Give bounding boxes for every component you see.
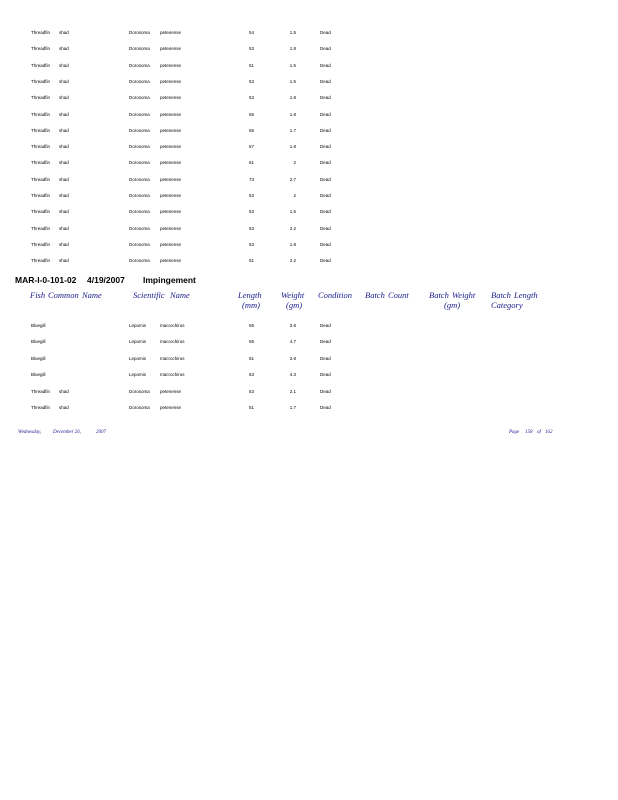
common-name-2: shad <box>59 95 69 101</box>
table-row <box>0 28 618 38</box>
table-row <box>0 207 618 217</box>
condition-value: Dead <box>320 193 331 198</box>
condition-value: Dead <box>320 258 331 264</box>
table-row <box>0 175 618 185</box>
genus: Dorosoma <box>129 127 150 133</box>
species: petenense <box>160 30 182 35</box>
species: petenense <box>160 176 182 182</box>
common-name-2: shad <box>59 111 69 117</box>
common-name-2: shad <box>59 258 69 264</box>
length-value: 53 <box>248 241 254 247</box>
genus: Dorosoma <box>129 62 150 68</box>
table-row <box>0 44 618 54</box>
common-name-2: shad <box>59 78 69 84</box>
table-row <box>0 321 618 331</box>
condition-value: Dead <box>320 46 331 52</box>
common-name-2: shad <box>59 193 69 198</box>
sample-type: Impingement <box>143 275 196 285</box>
genus: Lepomis <box>129 372 147 378</box>
genus: Dorosoma <box>129 225 150 231</box>
condition-value: Dead <box>320 225 331 231</box>
common-name: Threadfin <box>31 176 51 182</box>
common-name-2: shad <box>59 241 69 247</box>
genus: Dorosoma <box>129 193 150 198</box>
weight-value: 1.7 <box>289 405 296 410</box>
common-name: Threadfin <box>31 405 51 410</box>
genus: Dorosoma <box>129 160 150 166</box>
common-name: Threadfin <box>31 225 51 231</box>
common-name: Threadfin <box>31 241 51 247</box>
length-value: 53 <box>248 225 254 231</box>
condition-value: Dead <box>320 127 331 133</box>
weight-value: 4.3 <box>289 372 296 378</box>
common-name-2: shad <box>59 405 69 410</box>
weight-value: 1.8 <box>289 111 296 117</box>
common-name: Threadfin <box>31 111 51 117</box>
table-row <box>0 354 618 364</box>
header-batch: Batch <box>365 290 385 300</box>
weight-value: 1.5 <box>289 62 296 68</box>
footer-page-number: 158 <box>525 430 533 435</box>
header-scientific: Scientific <box>133 290 165 300</box>
length-value: 55 <box>248 111 254 117</box>
footer-month-day: December 26, <box>53 430 82 435</box>
length-value: 53 <box>248 95 254 101</box>
table-row <box>0 240 618 250</box>
header-sci-name: Name <box>170 290 190 300</box>
species: petenense <box>160 405 182 410</box>
common-name-2: shad <box>59 176 69 182</box>
header-length-unit: (mm) <box>242 300 260 310</box>
species: petenense <box>160 160 182 166</box>
header-condition: Condition <box>318 290 353 300</box>
length-value: 53 <box>248 193 254 198</box>
site-id: MAR-I-0-101-02 <box>15 275 77 285</box>
header-common: Common <box>48 290 79 300</box>
length-value: 55 <box>248 127 254 133</box>
genus: Dorosoma <box>129 405 150 410</box>
species: petenense <box>160 95 182 101</box>
common-name-2: shad <box>59 30 69 35</box>
weight-value: 1.8 <box>289 46 296 52</box>
common-name-2: shad <box>59 144 69 150</box>
length-value: 53 <box>248 388 254 394</box>
common-name: Threadfin <box>31 160 51 166</box>
common-name-2: shad <box>59 225 69 231</box>
common-name: Threadfin <box>31 258 51 264</box>
weight-value: 2 <box>293 193 296 198</box>
footer-year: 2007 <box>96 430 106 435</box>
footer-weekday: Wednesday, <box>18 430 42 435</box>
table-row <box>0 126 618 136</box>
common-name: Bluegill <box>31 339 46 345</box>
length-value: 53 <box>248 46 254 52</box>
length-value: 53 <box>248 209 254 215</box>
common-name: Threadfin <box>31 46 51 52</box>
common-name-2: shad <box>59 388 69 394</box>
condition-value: Dead <box>320 405 331 410</box>
common-name: Threadfin <box>31 127 51 133</box>
table-row <box>0 387 618 397</box>
length-value: 53 <box>248 78 254 84</box>
condition-value: Dead <box>320 160 331 166</box>
table-row <box>0 158 618 168</box>
condition-value: Dead <box>320 372 331 378</box>
common-name: Threadfin <box>31 209 51 215</box>
common-name: Threadfin <box>31 388 51 394</box>
length-value: 51 <box>248 355 254 361</box>
weight-value: 1.8 <box>289 95 296 101</box>
length-value: 51 <box>248 62 254 68</box>
common-name-2: shad <box>59 127 69 133</box>
length-value: 54 <box>248 30 254 35</box>
common-name: Threadfin <box>31 95 51 101</box>
table-row <box>0 110 618 120</box>
genus: Dorosoma <box>129 95 150 101</box>
condition-value: Dead <box>320 95 331 101</box>
condition-value: Dead <box>320 111 331 117</box>
header-batch-3: Batch <box>491 290 511 300</box>
common-name: Threadfin <box>31 193 51 198</box>
genus: Dorosoma <box>129 176 150 182</box>
genus: Dorosoma <box>129 111 150 117</box>
table-row <box>0 403 618 413</box>
species: petenense <box>160 193 182 198</box>
common-name: Threadfin <box>31 62 51 68</box>
genus: Dorosoma <box>129 258 150 264</box>
condition-value: Dead <box>320 323 331 328</box>
sample-date: 4/19/2007 <box>87 275 125 285</box>
species: macrochirus <box>160 372 185 378</box>
length-value: 51 <box>248 160 254 166</box>
common-name-2: shad <box>59 209 69 215</box>
condition-value: Dead <box>320 62 331 68</box>
header-name: Name <box>82 290 102 300</box>
species: petenense <box>160 388 182 394</box>
condition-value: Dead <box>320 209 331 215</box>
species: petenense <box>160 225 182 231</box>
weight-value: 1.8 <box>289 241 296 247</box>
header-weight-unit: (gm) <box>286 300 303 310</box>
species: petenense <box>160 62 182 68</box>
species: petenense <box>160 258 182 264</box>
length-value: 73 <box>248 176 254 182</box>
genus: Lepomis <box>129 339 147 345</box>
length-value: 53 <box>248 372 254 378</box>
length-value: 55 <box>248 339 254 345</box>
common-name: Bluegill <box>31 372 46 378</box>
condition-value: Dead <box>320 355 331 361</box>
common-name: Bluegill <box>31 323 46 328</box>
species: macrochirus <box>160 355 185 361</box>
common-name-2: shad <box>59 46 69 52</box>
table-row <box>0 61 618 71</box>
genus: Dorosoma <box>129 144 150 150</box>
genus: Dorosoma <box>129 241 150 247</box>
weight-value: 2.8 <box>289 355 296 361</box>
species: macrochirus <box>160 339 185 345</box>
table-row <box>0 77 618 87</box>
header-fish: Fish <box>30 290 46 300</box>
condition-value: Dead <box>320 241 331 247</box>
weight-value: 4.7 <box>289 339 296 345</box>
weight-value: 2.1 <box>289 388 296 394</box>
species: petenense <box>160 127 182 133</box>
table-row <box>0 256 618 266</box>
common-name-2: shad <box>59 160 69 166</box>
header-batch-weight: Weight <box>452 290 476 300</box>
genus: Lepomis <box>129 355 147 361</box>
common-name-2: shad <box>59 62 69 68</box>
weight-value: 1.5 <box>289 78 296 84</box>
species: petenense <box>160 46 182 52</box>
common-name: Bluegill <box>31 355 46 361</box>
species: petenense <box>160 241 182 247</box>
condition-value: Dead <box>320 388 331 394</box>
genus: Dorosoma <box>129 78 150 84</box>
footer-page-total: 162 <box>545 430 553 435</box>
common-name: Threadfin <box>31 144 51 150</box>
species: petenense <box>160 209 182 215</box>
condition-value: Dead <box>320 144 331 150</box>
weight-value: 1.7 <box>289 127 296 133</box>
genus: Dorosoma <box>129 388 150 394</box>
table-row <box>0 93 618 103</box>
genus: Dorosoma <box>129 46 150 52</box>
genus: Lepomis <box>129 323 147 328</box>
weight-value: 1.5 <box>289 209 296 215</box>
genus: Dorosoma <box>129 209 150 215</box>
footer-page-label: Page <box>509 430 520 435</box>
condition-value: Dead <box>320 339 331 345</box>
weight-value: 2.2 <box>289 225 296 231</box>
weight-value: 2.7 <box>289 176 296 182</box>
length-value: 51 <box>248 405 254 410</box>
header-weight: Weight <box>281 290 305 300</box>
length-value: 55 <box>248 323 254 328</box>
condition-value: Dead <box>320 176 331 182</box>
table-row <box>0 337 618 347</box>
length-value: 57 <box>248 144 254 150</box>
table-row <box>0 370 618 380</box>
header-length: Length <box>238 290 262 300</box>
common-name: Threadfin <box>31 30 51 35</box>
weight-value: 3.8 <box>289 323 296 328</box>
species: petenense <box>160 78 182 84</box>
header-length-category: Length <box>514 290 538 300</box>
table-row <box>0 142 618 152</box>
page-footer <box>0 430 618 440</box>
length-value: 51 <box>248 258 254 264</box>
footer-of-label: of <box>537 430 541 435</box>
table-row <box>0 224 618 234</box>
species: macrochirus <box>160 323 185 328</box>
header-batch-2: Batch <box>429 290 449 300</box>
column-headers <box>0 290 618 312</box>
species: petenense <box>160 144 182 150</box>
table-row <box>0 191 618 201</box>
condition-value: Dead <box>320 78 331 84</box>
common-name: Threadfin <box>31 78 51 84</box>
header-count: Count <box>388 290 409 300</box>
condition-value: Dead <box>320 30 331 35</box>
weight-value: 2.2 <box>289 258 296 264</box>
species: petenense <box>160 111 182 117</box>
header-category: Category <box>491 300 523 310</box>
header-batch-weight-unit: (gm) <box>444 300 461 310</box>
weight-value: 1.5 <box>289 30 296 35</box>
weight-value: 2 <box>293 160 296 166</box>
weight-value: 1.8 <box>289 144 296 150</box>
genus: Dorosoma <box>129 30 150 35</box>
